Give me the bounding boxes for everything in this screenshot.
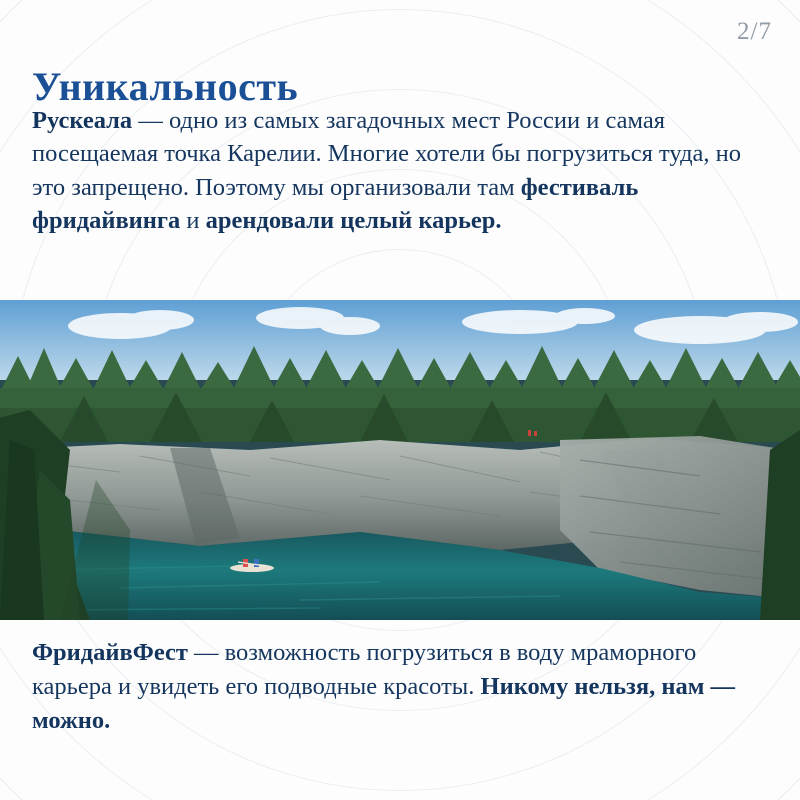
top-paragraph-part2: и	[180, 206, 206, 234]
top-paragraph-bold3: арендовали целый карьер.	[205, 206, 502, 234]
top-paragraph	[32, 104, 772, 237]
top-paragraph-bold2: фестиваль фридайвинга	[32, 173, 639, 234]
bottom-paragraph-part1: — возможность погрузиться в воду мраморного карьера и увидеть его подводные красоты.	[32, 639, 697, 700]
bottom-paragraph-lead: ФридайвФест	[32, 639, 188, 666]
page-counter: 2/7	[737, 18, 772, 45]
quarry-photo	[0, 300, 800, 620]
bottom-paragraph	[32, 636, 772, 737]
top-paragraph-lead: Рускеала	[32, 107, 133, 134]
page-title: Уникальность	[32, 63, 299, 109]
top-paragraph-part1: — одно из самых загадочных мест России и самая посещаемая точка Карелии. Многие хотели бы погрузиться туда, но это запрещено. Поэтому мы организовали там	[32, 107, 742, 201]
bottom-paragraph-bold2: Никому нельзя, нам — можно.	[32, 672, 736, 734]
quarry-photo-illustration	[0, 300, 800, 620]
